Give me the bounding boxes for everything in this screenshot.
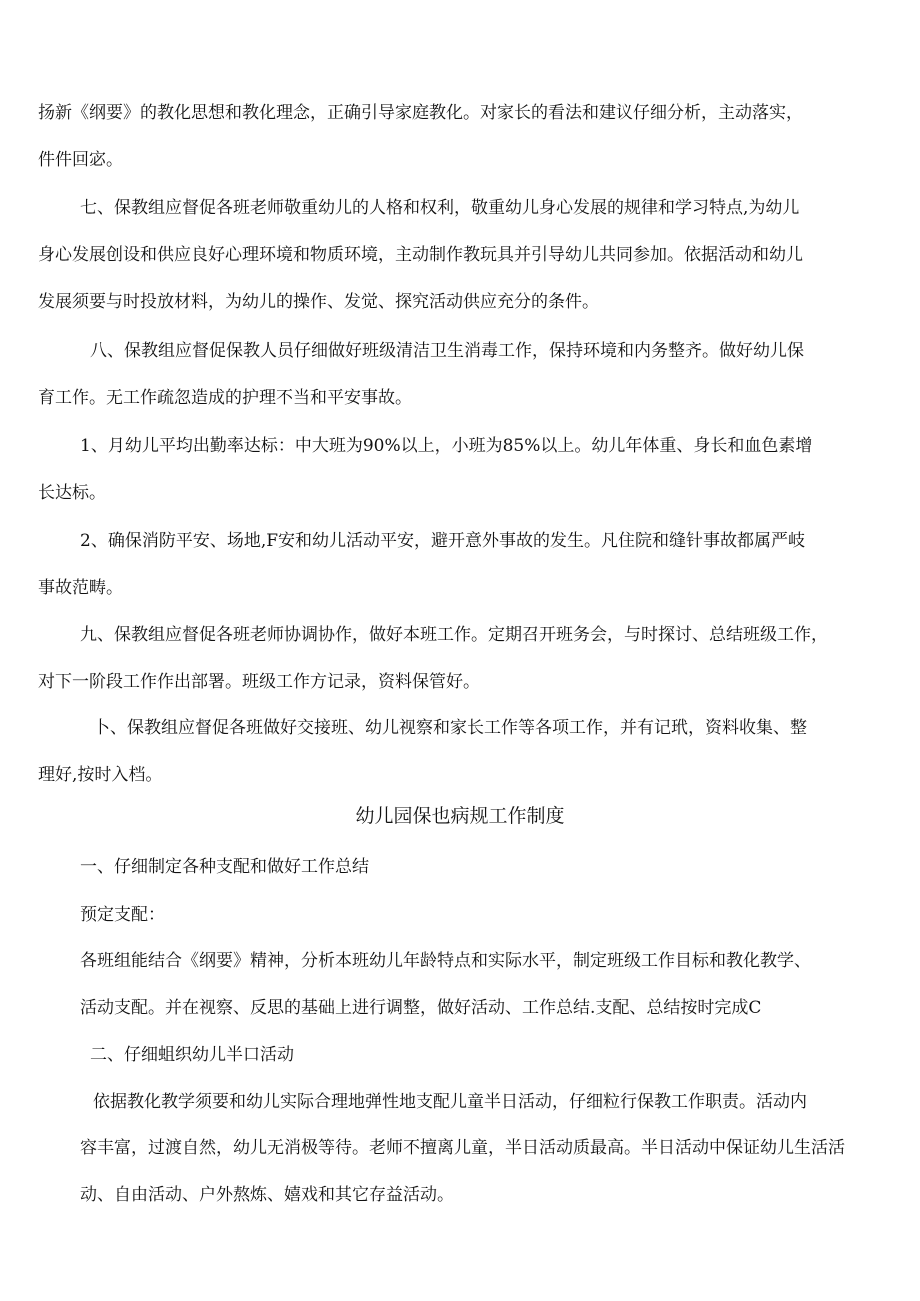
- list-item-line: 2、确保消防平安、场地,F安和幼儿活动平安，避开意外事故的发生。凡住院和缝针事故都属严岐: [80, 531, 806, 551]
- subheading: 预定支配：: [80, 905, 165, 925]
- paragraph-line: 各班组能结合《纲要》精神，分析本班幼儿年龄特点和实际水平，制定班级工作目标和教化教学、: [80, 951, 811, 971]
- paragraph-line: 依据教化教学须要和幼儿实际合理地弹性地支配儿童半日活动，仔细粒行保教工作职责。活动内: [93, 1092, 807, 1112]
- paragraph-line: 理好,按时入档。: [38, 765, 163, 785]
- paragraph-line: 八、保教组应督促保教人员仔细做好班级清洁卫生消毒工作，保持环境和内务整齐。做好幼儿保: [90, 341, 804, 361]
- paragraph-line: 动、自由活动、户外熬炼、嬉戏和其它存益活动。: [80, 1185, 454, 1205]
- section-title: 幼儿园保也病规工作制度: [355, 805, 565, 827]
- paragraph-line: 活动支配。并在视察、反思的基础上进行调整，做好活动、工作总结.支配、总结按时完成C: [80, 998, 762, 1018]
- list-item-line: 1、月幼儿平均出勤率达标：中大班为90%以上，小班为85%以上。幼儿年体重、身长和血色素增: [80, 436, 813, 456]
- paragraph-line: 育工作。无工作疏忽造成的护理不当和平安事故。: [38, 388, 412, 408]
- paragraph-line: 身心发展创设和供应良好心理环境和物质环境，主动制作教玩具并引导幼儿共同参加。依据活动和幼儿: [38, 245, 803, 265]
- paragraph-line: 卜、保教组应督促各班做好交接班、幼儿视察和家长工作等各项工作，并有记玳，资料收集、整: [93, 718, 807, 738]
- paragraph-line: 发展须要与时投放材料，为幼儿的操作、发觉、探究活动供应充分的条件。: [38, 292, 599, 312]
- paragraph-line: 件件回宓。: [38, 150, 123, 170]
- section-heading: 二、仔细蛆织幼儿半口活动: [90, 1045, 294, 1065]
- list-item-line: 长达标。: [38, 483, 106, 503]
- paragraph-line: 七、保教组应督促各班老师敬重幼儿的人格和权利，敬重幼儿身心发展的规律和学习特点,为幼儿: [80, 198, 800, 218]
- paragraph-line: 容丰富，过渡自然，幼儿无消极等待。老师不擅离儿童，半日活动质最高。半日活动中保证幼儿生活活: [80, 1138, 845, 1158]
- section-heading: 一、仔细制定各种支配和做好工作总结: [80, 857, 369, 877]
- list-item-line: 事故范畴。: [38, 578, 123, 598]
- paragraph-line: 扬新《纲要》的教化思想和教化理念，正确引导家庭教化。对家长的看法和建议仔细分析，主动落实，: [38, 103, 803, 123]
- paragraph-line: 对下一阶段工作作出部署。班级工作方记录，资料保管好。: [38, 672, 480, 692]
- paragraph-line: 九、保教组应督促各班老师协调协作，做好本班工作。定期召开班务会，与时探讨、总结班级工作，: [80, 625, 828, 645]
